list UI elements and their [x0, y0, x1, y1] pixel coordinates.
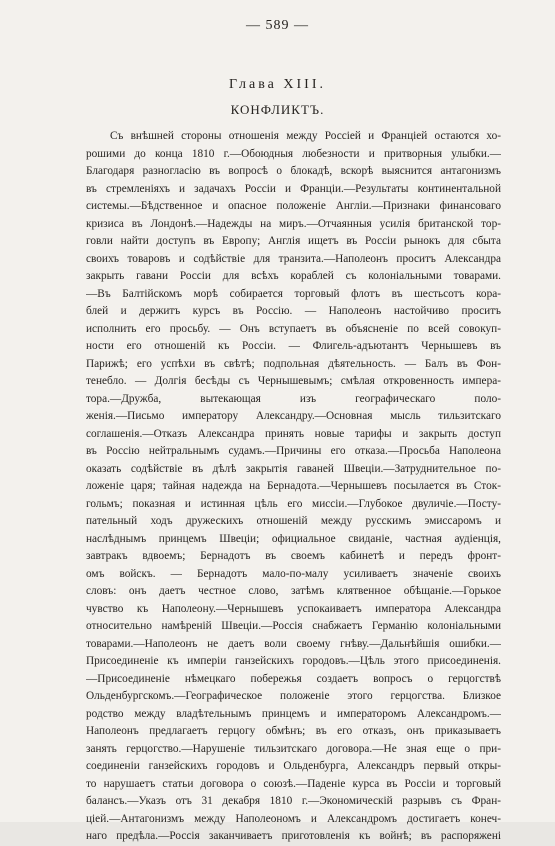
text-line: оказать содѣйствіе въ дѣлѣ закрытія гаваней Швеціи.—Затруднительное по- — [86, 462, 501, 475]
text-line: наслѣднымъ принцемъ Швеціи; официальное свиданіе, частная аудіенція, — [86, 532, 501, 545]
text-line: Благодаря разногласію въ вопросѣ о блокадѣ, вскорѣ выяснится антагонизмъ — [86, 165, 501, 177]
text-line: соглашенія.—Отказъ Александра принять новые тарифы и закрыть доступ — [86, 427, 501, 440]
text-line: занять герцогство.—Нарушеніе тильзитскаго договора.—Не зная еще о при- — [86, 742, 501, 755]
chapter-heading: Глава XIII. — [229, 77, 326, 92]
text-line: исполнить его просьбу. — Онъ вступаетъ въ объясненіе по всей совокуп- — [86, 322, 501, 335]
text-line: въ Россію нейтральнымъ судамъ.—Причины его отказа.—Просьба Наполеона — [86, 445, 501, 457]
text-line: ложеніе царя; тайная надежда на Бернадота.—Чернышевъ посылается въ Сток- — [86, 480, 501, 492]
text-line: блей и держитъ курсъ въ Россію. — Наполеонъ настойчиво проситъ — [86, 305, 501, 317]
text-line: товарами.—Наполеонъ не даетъ воли своему гнѣву.—Дальнѣйшія ошибки.— — [86, 637, 501, 650]
text-line: тора.—Дружба, вытекающая изъ географическаго поло- — [86, 392, 501, 405]
text-line: кризиса въ Лондонѣ.—Надежды на миръ.—Отчаянныя усилія британской тор- — [86, 217, 501, 230]
text-line: закрыть гавани Россіи для всѣхъ кораблей съ колоніальными товарами. — [86, 270, 501, 282]
text-line: то нарушаетъ статьи договора о союзѣ.—Паденіе курса въ Россіи и торговый — [86, 777, 501, 790]
text-line: въ стремленіяхъ и задачахъ Россіи и Франціи.—Результаты континентальной — [86, 182, 501, 195]
text-line: говли найти доступъ въ Европу; Англія ищетъ въ Россіи рынокъ для сбыта — [86, 235, 501, 247]
text-line: —Въ Балтійскомъ морѣ собирается торговый флотъ въ шестьсотъ кора- — [86, 287, 501, 300]
text-line: женія.—Письмо императору Александру.—Основная мысль тильзитскаго — [86, 410, 501, 422]
text-line: пательный ходъ дружескихъ отношеній между русскимъ эмиссаромъ и — [86, 515, 501, 527]
text-line: относительно намѣреній Швеціи.—Россія снабжаетъ Германію колоніальными — [86, 620, 501, 632]
text-line: родство между владѣтельнымъ принцемъ и императоромъ Александромъ.— — [86, 707, 501, 720]
text-line: балансъ.—Указъ отъ 31 декабря 1810 г.—Экономическій разрывъ съ Фран- — [86, 795, 501, 807]
text-line: ности его отношеній къ Россіи. — Флигель-адъютантъ Чернышевъ въ — [86, 340, 501, 352]
text-line: —Присоединеніе нѣмецкаго побережья создаетъ вопросъ о герцогствѣ — [86, 672, 501, 685]
text-line: системы.—Бѣдственное и опасное положеніе Англіи.—Признаки финансоваго — [86, 200, 501, 212]
chapter-summary — [86, 128, 501, 846]
chapter-title: КОНФЛИКТЪ. — [230, 102, 325, 117]
text-line: гольмъ; показная и истинная цѣль его миссіи.—Глубокое двуличіе.—Посту- — [86, 497, 501, 510]
text-line: соединеніи ганзейскихъ городовъ и Ольденбурга, Александръ первый откры- — [86, 760, 501, 772]
text-line: Наполеонъ предлагаетъ герцогу обмѣнъ; въ его отказъ, онъ приказываетъ — [86, 725, 501, 737]
text-line: своихъ товаровъ и содѣйствіе для транзита.—Наполеонъ проситъ Александра — [86, 252, 501, 265]
text-line: завтракъ вдвоемъ; Бернадотъ въ своемъ кабинетѣ и передъ фронт- — [86, 550, 501, 562]
text-line: наго предѣла.—Россія заканчиваетъ приготовленія къ войнѣ; въ распоряжені — [86, 830, 501, 842]
text-line: Присоединеніе къ имперіи ганзейскихъ городовъ.—Цѣль этого присоединенія. — [86, 655, 501, 667]
page-number: — 589 — — [246, 18, 309, 33]
text-line: чувство къ Наполеону.—Чернышевъ успокаиваетъ императора Александра — [86, 602, 501, 615]
text-line: ціей.—Антагонизмъ между Наполеономъ и Александромъ достигаетъ конеч- — [86, 812, 501, 825]
text-line: тенебло. — Долгія бесѣды съ Чернышевымъ; смѣлая откровенность импера- — [86, 375, 501, 387]
text-line: Ольденбургскомъ.—Географическое положеніе этого герцогства. Близкое — [86, 690, 501, 702]
text-line: рошими до конца 1810 г.—Обоюдныя любезности и притворныя улыбки.— — [86, 147, 501, 160]
text-line: омъ войскъ. — Бернадотъ мало-по-малу усиливаетъ значеніе своихъ — [86, 567, 501, 580]
text-line: Парижѣ; его успѣхи въ свѣтѣ; подпольная дѣятельность. — Балъ въ Фон- — [86, 357, 501, 370]
text-line: словъ: онъ даетъ честное слово, затѣмъ клятвенное обѣщаніе.—Горькое — [86, 585, 501, 597]
text-line: Съ внѣшней стороны отношенія между Россіей и Франціей остаются хо- — [110, 130, 501, 142]
